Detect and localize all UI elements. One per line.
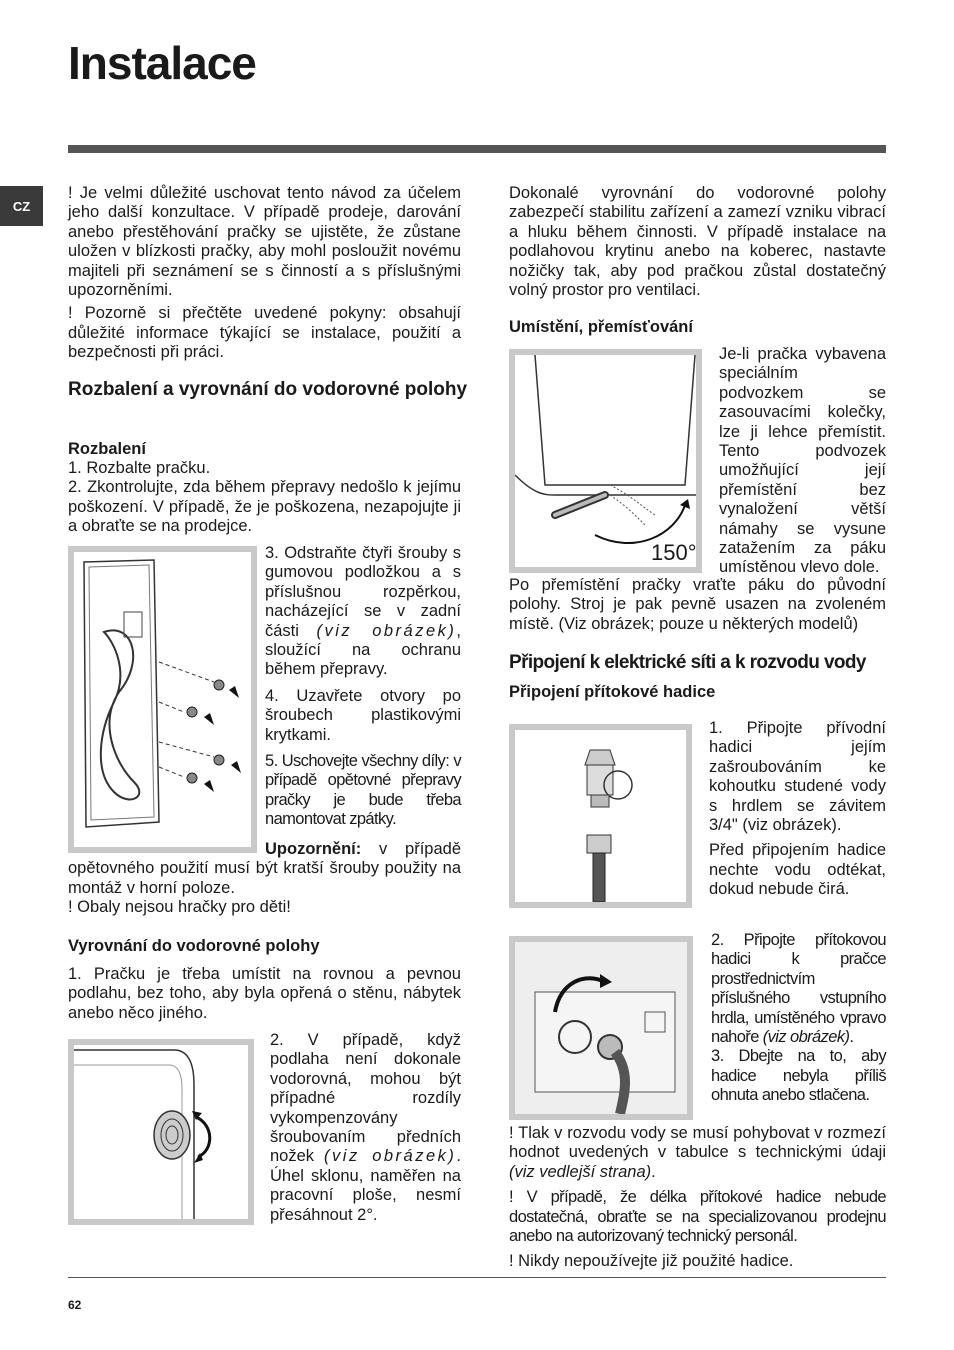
step-5: 5. Uschovejte všechny díly: v případě opětovné přepravy pračky je bude třeba namontovat zpátky.: [265, 752, 461, 829]
move-text: Je-li pračka vybavena speciálním podvozkem se zasouvacími kolečky, lze ji lehce přemístit. Tento podvozek umožňující její přemístění bez vynaložení větší námahy se vysune zatažením za páku umístěnou vlevo dole.: [719, 345, 886, 577]
move-after-block: [509, 576, 886, 634]
packaging-toys-note: ! Obaly nejsou hračky pro děti!: [68, 898, 291, 917]
figure-leveling-foot: [68, 1039, 254, 1225]
page-title: Instalace: [68, 37, 256, 89]
screw-steps: [265, 544, 461, 830]
used-hoses-note: ! Nikdy nepoužívejte již použité hadice.: [509, 1252, 794, 1271]
hose-step-2-text: 2. Připojte přítokovou hadici k pračce prostřednictvím příslušného vstupního hrdla, umístěného vpravo nahoře: [711, 931, 886, 1047]
hose-step-2: 2. Připojte přítokovou hadici k pračce prostřednictvím příslušného vstupního hrdla, umístěného vpravo nahoře (viz obrázek).: [711, 931, 886, 1047]
title-rule: [68, 145, 886, 153]
subheading-level: Vyrovnání do vodorovné polohy: [68, 937, 320, 955]
level-step-2: [270, 1031, 461, 1225]
figure-inlet-connection: [509, 936, 693, 1120]
pressure-ref: (viz vedlejší strana): [509, 1162, 652, 1181]
hose-steps-2-3: [711, 931, 886, 1106]
hose-step-1: 1. Připojte přívodní hadici jejím zašroubováním ke kohoutku studené vody s hrdlem se závitem 3/4" (viz obrázek).: [709, 719, 886, 835]
left-column: [68, 184, 461, 363]
figure-move-lever: [509, 349, 702, 573]
level-continued: [509, 184, 886, 300]
subheading-move: Umístění, přemísťování: [509, 318, 693, 336]
intro-paragraph-2: ! Pozorně si přečtěte uvedené pokyny: obsahují důležité informace týkající se instalace, použití a bezpečnosti při práci.: [68, 304, 461, 362]
figure-transport-screws: [68, 546, 257, 853]
hose-step-3: 3. Dbejte na to, aby hadice nebyla příliš ohnuta anebo stlačena.: [711, 1047, 886, 1105]
level-step-2-text: 2. V případě, když podlaha není dokonale vodorovná, mohou být případné rozdíly vykompenzovány šroubovaním předních nožek: [270, 1031, 461, 1166]
length-note: ! V případě, že délka přítokové hadice nebude dostatečná, obraťte se na specializovanou prodejnu anebo na autorizovaný technický personál.: [509, 1188, 886, 1246]
figure-tap-hose: [509, 724, 692, 908]
hose-step-1b: Před připojením hadice nechte vodu odtékat, dokud nebude čirá.: [709, 841, 886, 899]
step-3-text: 3. Odstraňte čtyři šrouby s gumovou podložkou a s příslušnou rozpěrkou, nacházející se v zadní části: [265, 544, 461, 640]
hose-step-1-block: [709, 719, 886, 900]
level-step-2-ref: (viz obrázek): [324, 1147, 457, 1166]
unpack-step-1: 1. Rozbalte pračku.: [68, 459, 211, 477]
move-text-block: [719, 345, 886, 578]
level-step-2-end: . Úhel sklonu, naměřen na pracovní ploše, nesmí přesáhnout 2°.: [270, 1147, 461, 1224]
step-3: [265, 544, 461, 680]
heading-connect: Připojení k elektrické síti a k rozvodu vody: [509, 652, 866, 673]
level-step-1: 1. Pračku je třeba umístit na rovnou a pevnou podlahu, bez toho, aby byla opřená o stěnu, nábytek anebo něco jiného.: [68, 965, 461, 1022]
step-3-ref: (viz obrázek): [316, 621, 457, 640]
warning-block: [68, 840, 461, 918]
intro-paragraph-1: ! Je velmi důležité uschovat tento návod za účelem jeho další konzultace. V případě prodeje, darování anebo přestěhování pračky se ujistěte, že zůstane uložen v blízkosti pračky, aby mohl posloužit novému majiteli při seznámení se s činností a s příslušnými upozorněními.: [68, 184, 461, 300]
warning-label: Upozornění:: [265, 840, 362, 858]
step-3-end: , sloužící na ochranu během přepravy.: [265, 621, 461, 679]
notes-block: [509, 1124, 886, 1272]
hose-step-2-ref: (viz obrázek): [762, 1028, 850, 1047]
pressure-text: ! Tlak v rozvodu vody se musí pohybovat v rozmezí hodnot uvedených v tabulce s technickými údaji: [509, 1124, 886, 1162]
level-continued-paragraph: Dokonalé vyrovnání do vodorovné polohy zabezpečí stabilitu zařízení a zamezí vzniku vibrací a hluku během činnosti. V případě instalace na podlahovou krytinu anebo na koberec, nastavte nožičky tak, aby pod pračkou zůstal dostatečný volný prostor pro ventilaci.: [509, 184, 886, 300]
angle-label: 150°: [651, 540, 697, 565]
footer-rule: [68, 1277, 886, 1278]
subheading-unpack: Rozbalení: [68, 440, 146, 458]
warning-paragraph: [68, 840, 461, 898]
heading-unpack-level: Rozbalení a vyrovnání do vodorovné polohy: [68, 379, 468, 400]
level-section: [68, 936, 461, 1023]
page-number: 62: [68, 1298, 82, 1312]
unpack-step-2: 2. Zkontrolujte, zda během přepravy nedošlo k jejímu poškození. V případě, že je poškozena, nezapojujte ji a obraťte se na prodejce.: [68, 478, 461, 536]
level-step-2-paragraph: [270, 1031, 461, 1225]
step-4: 4. Uzavřete otvory po šroubech plastikovými krytkami.: [265, 686, 461, 744]
unpack-section: [68, 439, 461, 537]
language-tab: CZ: [0, 186, 43, 226]
move-after-text: Po přemístění pračky vraťte páku do původní polohy. Stroj je pak pevně usazen na zvoleném místě. (Viz obrázek; pouze u některých modelů): [509, 576, 886, 633]
pressure-note: ! Tlak v rozvodu vody se musí pohybovat v rozmezí hodnot uvedených v tabulce s technickými údaji (viz vedlejší strana).: [509, 1124, 886, 1181]
warning-text: v případě opětovného použití musí být kratší šrouby použity na montáž v horní poloze.: [68, 840, 461, 897]
subheading-hose: Připojení přítokové hadice: [509, 683, 716, 701]
